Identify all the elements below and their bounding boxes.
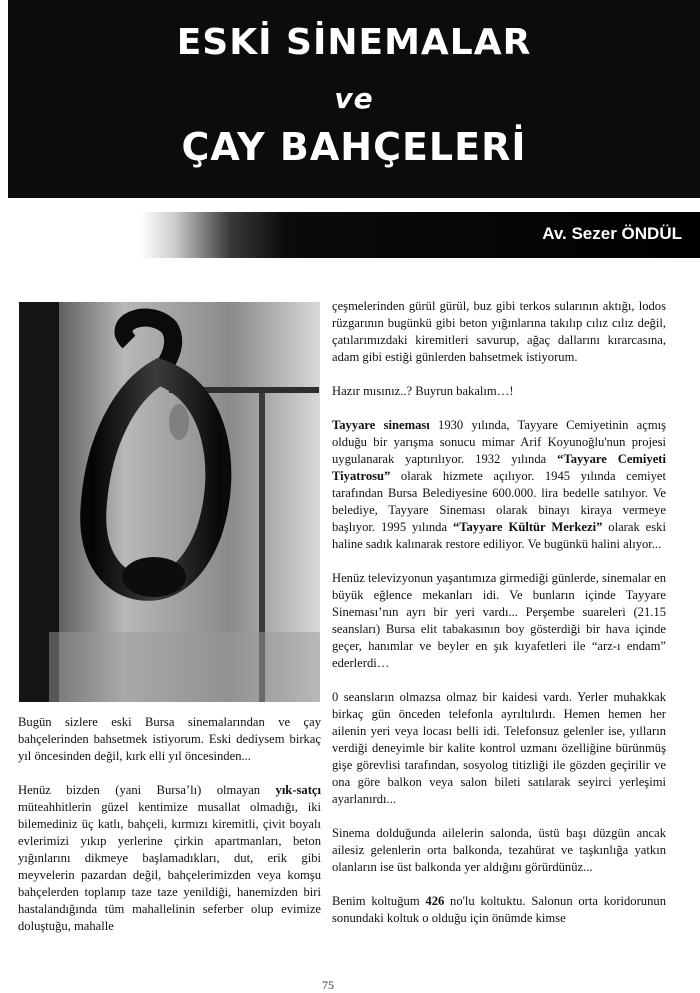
title-banner bbox=[8, 0, 700, 198]
text-run: no'lu koltuktu. Salonun orta koridorunun sonundaki koltuk o olduğu için önümde kimse bbox=[332, 894, 666, 925]
door-knocker-photo bbox=[19, 302, 320, 702]
bold-text: Tayyare sineması bbox=[332, 418, 430, 432]
text-run: Benim koltuğum bbox=[332, 894, 420, 908]
title-line-3: ÇAY BAHÇELERİ bbox=[181, 125, 527, 169]
page-number: 75 bbox=[322, 978, 334, 992]
bold-text: “Tayyare Cemiyeti Tiyatrosu” bbox=[332, 452, 666, 483]
bold-text: yık-satçı bbox=[275, 783, 321, 797]
paragraph bbox=[332, 893, 666, 927]
text-run: Henüz bizden (yani Bursa’lı) olmayan bbox=[18, 783, 261, 797]
paragraph: 0 seansların olmazsa olmaz bir kaidesi vardı. Yerler muhakkak birkaç gün önceden telefonla ayrıltılırdı. Hemen hemen her ailenin yeri veya locası belli idi. Telefonsuz gelenler ise, yılların verdiği deneyimle bir kalite kontrol uzmanı özelliğine bürünmüş gişe görevlisi tarafından, sosyolog titizliği ile gözden geçirilir ve ona göre balkon veya salon bileti satılarak seyirci yerleşimi ayarlanırdı... bbox=[332, 690, 666, 806]
author-bar bbox=[140, 212, 700, 258]
paragraph bbox=[332, 417, 666, 553]
text-run: olarak hizmete açılıyor. 1945 yılında cemiyet tarafından Bursa Belediyesine 600.000. lira bedelle satılıyor. Ve belediye, Tayyare Sineması olarak binayı kiraya vermeye başlıyor. 1995 yılında bbox=[332, 469, 666, 534]
author-name: Av. Sezer ÖNDÜL bbox=[542, 224, 682, 243]
paragraph: Henüz televizyonun yaşantımıza girmediği günlerde, sinemalar en büyük eğlence mekanları idi. Ve bunların içinde Tayyare Sineması’nın ayrı bir yeri vardı... Perşembe suareleri (21.15 seansları) Bursa elit tabakasının boy gösterdiği bir hava içinde geçer, hanımlar ve beyler en şık kıyafetleri ile “arz-ı endam” ederlerdi… bbox=[332, 571, 666, 670]
paragraph: Sinema dolduğunda ailelerin salonda, üstü başı düzgün ancak ailesiz gelenlerin orta balkonda, tezahürat ve taşkınlığa yatkın olanların ise üst balkonda yer aldığını görürdünüz... bbox=[332, 826, 666, 874]
text-run: müteahhitlerin güzel kentimize musallat olmadığı, iki bilemediniz üç katlı, bahçeli, kırmızı kiremitli, çivit boyalı evlerimizi yıkıp yerlerine çirkin apartmanları, beton yığınlarını dikmeye başlamadıkları, dut, erik gibi meyvelerin pazardan değil, bahçelerimizden veya komşu bahçelerden toplanıp taze taze yenildiği, hanemizden biri hastalandığında tüm mahallelinin seferber olup evimize doluştuğu, mahalle bbox=[18, 800, 321, 933]
paragraph bbox=[18, 782, 321, 935]
left-column bbox=[18, 714, 321, 935]
text-run: olarak eski haline sadık kalınarak restore ediliyor. Ve bugünkü halini alıyor... bbox=[332, 520, 666, 551]
text-run: 1930 yılında, Tayyare Cemiyetinin açmış olduğu bir yarışma sonucu mimar Arif Koyunoğlu'nun projesi uygulanarak yaptırılıyor. 1932 yılında bbox=[332, 418, 667, 466]
title-line-2: ve bbox=[334, 82, 374, 115]
right-column bbox=[332, 298, 666, 927]
paragraph: Hazır mısınız..? Buyrun bakalım…! bbox=[332, 384, 514, 398]
door-knocker-image bbox=[19, 302, 320, 702]
paragraph: çeşmelerinden gürül gürül, buz gibi terkos sularının aktığı, lodos rüzgarının bugünkü gibi beton yığınlarına takılıp cılız cılız değil, çatılarımızdaki kiremitleri savurup, ağaç dallarını kırarcasına, adam gibi estiği günlerden bahsetmek istiyorum. bbox=[332, 299, 666, 364]
bold-text: 426 bbox=[425, 894, 445, 908]
title-line-1: ESKİ SİNEMALAR bbox=[176, 22, 532, 63]
bold-text: “Tayyare Kültür Merkezi” bbox=[452, 520, 603, 534]
paragraph: Bugün sizlere eski Bursa sinemalarından ve çay bahçelerinden bahsetmek istiyorum. Eski dediysem birkaç yıl öncesinden değil, kırk elli yıl öncesinden... bbox=[18, 715, 321, 763]
